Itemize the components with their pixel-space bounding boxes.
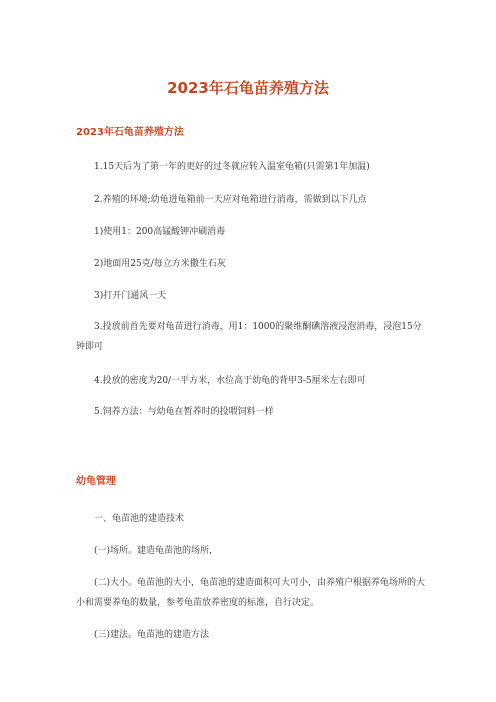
paragraph: 2)地面用25克/每立方米撒生石灰 [94,259,226,269]
paragraph: (二)大小。龟苗池的大小，龟苗池的建造面积可大可小，由养殖户根据养龟场所的大小和需要养龟的数量，参考龟苗放养密度的标准，自行决定。 [76,578,426,608]
paragraph: 1)使用1：200高锰酸钾冲刷消毒 [94,227,226,237]
section-heading-cultivation: 2023年石龟苗养殖方法 [76,127,184,138]
paragraph: (一)场所。建造龟苗池的场所， [94,546,219,556]
paragraph: 4.投放的密度为20/一平方米，水位高于幼龟的背甲3-5厘米左右即可 [94,376,366,386]
paragraph: 2.养殖的环境;幼龟进龟箱前一天应对龟箱进行消毒，需做到以下几点 [94,195,367,205]
paragraph: 3)打开门通风一天 [94,291,167,301]
paragraph: (三)建法。龟苗池的建造方法 [94,630,210,640]
document-title: 2023年石龟苗养殖方法 [167,79,329,97]
paragraph: 5.饲养方法：与幼龟在暂养时的投喂饲料一样 [94,407,274,417]
paragraph: 一、龟苗池的建造技术 [94,514,185,524]
paragraph: 3.投放前首先要对龟苗进行消毒，用1：1000的聚维酮碘溶液浸泡消毒，浸泡15分钟即可 [76,322,422,352]
section-heading-young-turtle-management: 幼龟管理 [76,476,116,487]
paragraph: 1.15天后为了第一年的更好的过冬就应转入温室龟箱(只需第1年加温) [94,162,370,172]
